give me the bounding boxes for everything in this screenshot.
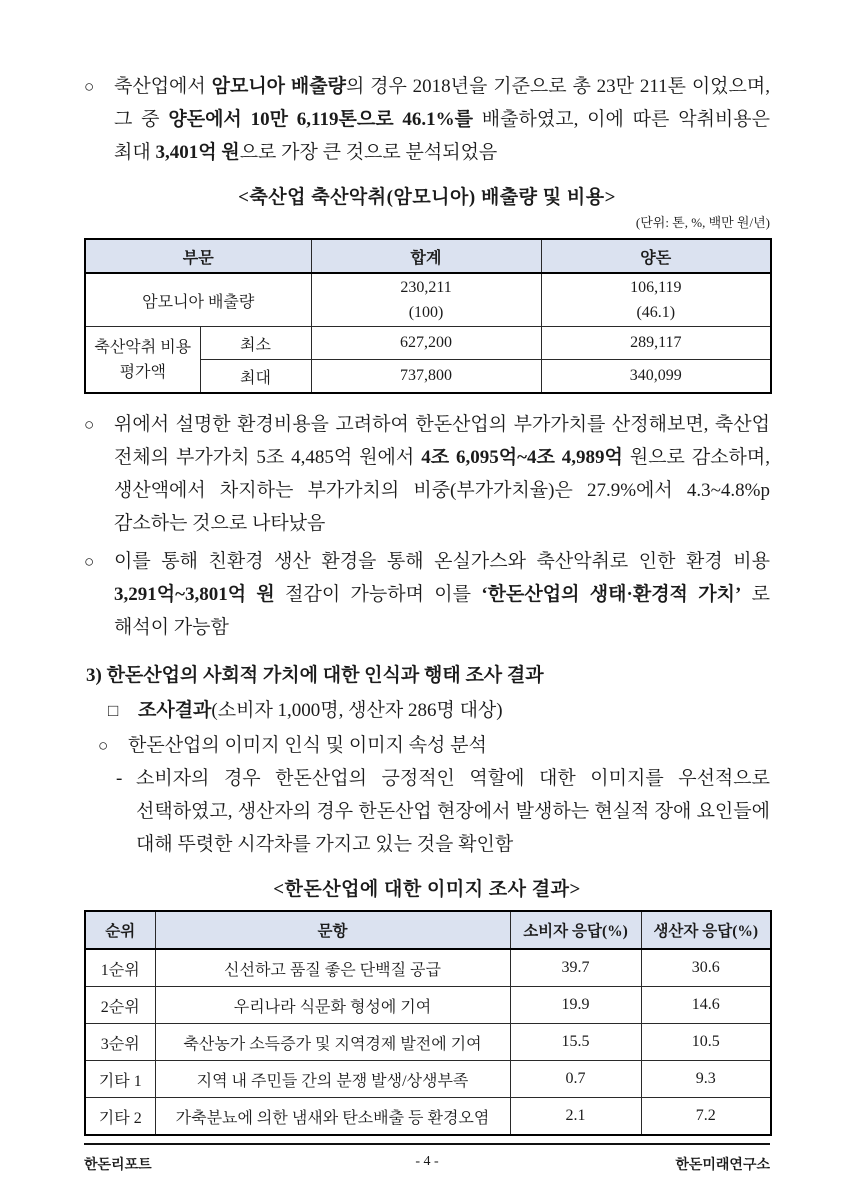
dash-bullet-icon: -	[116, 768, 123, 789]
table-row	[85, 1024, 771, 1061]
section3-heading: 3) 한돈산업의 사회적 가치에 대한 인식과 행태 조사 결과	[86, 665, 544, 686]
rank-cell: 2순위	[85, 987, 155, 1024]
consumer-cell: 39.7	[510, 949, 641, 987]
item-cell: 우리나라 식문화 형성에 기여	[155, 987, 510, 1024]
footer-content	[84, 1145, 770, 1174]
table2-header-consumer: 소비자 응답(%)	[510, 911, 641, 949]
table-row	[85, 1098, 771, 1136]
page-number: - 4 -	[415, 1154, 439, 1169]
table1-row-cost-min	[85, 327, 771, 360]
table1-emission-total-value: 230,211	[400, 279, 452, 296]
image-analysis-item	[98, 729, 770, 762]
table2-header-producer: 생산자 응답(%)	[641, 911, 771, 949]
table-row	[85, 1061, 771, 1098]
table1-emission-total-pct: (100)	[408, 304, 444, 321]
item-cell: 가축분뇨에 의한 냄새와 탄소배출 등 환경오염	[155, 1098, 510, 1136]
consumer-producer-text: 소비자의 경우 한돈산업의 긍정적인 역할에 대한 이미지를 우선적으로 선택하였고, 생산자의 경우 한돈산업 현장에서 발생하는 현실적 장애 요인들에 대해 뚜렷한 시각차를 가지고 있는 것을 확인함	[136, 768, 770, 855]
table-row	[85, 987, 771, 1024]
bullet-eco-value	[84, 545, 770, 644]
table1-cost-min-pig: 289,117	[541, 327, 771, 360]
table1-emission-pig-pct: (46.1)	[636, 304, 676, 321]
table-row	[85, 949, 771, 987]
table1-emission-label: 암모니아 배출량	[85, 273, 311, 327]
image-survey-table	[84, 910, 772, 1136]
table2-header-item: 문항	[155, 911, 510, 949]
bullet-added-value-text: 위에서 설명한 환경비용을 고려하여 한돈산업의 부가가치를 산정해보면, 축산업 전체의 부가가치 5조 4,485억 원에서 4조 6,095억~4조 4,989억 원으로 감소하며, 생산액에서 차지하는 부가가치의 비중(부가가치율)은 27.9%에서 4.3~4.8%p 감소하는 것으로 나타났음	[114, 414, 771, 534]
producer-cell: 10.5	[641, 1024, 771, 1061]
circle-bullet-icon: ○	[84, 77, 95, 96]
table1-emission-pig-value: 106,119	[630, 279, 682, 296]
table1-cost-max-pig: 340,099	[541, 360, 771, 394]
rank-cell: 기타 1	[85, 1061, 155, 1098]
rank-cell: 기타 2	[85, 1098, 155, 1136]
circle-bullet-icon: ○	[98, 736, 109, 755]
circle-bullet-icon: ○	[84, 552, 95, 571]
producer-cell: 14.6	[641, 987, 771, 1024]
item-cell: 신선하고 품질 좋은 단백질 공급	[155, 949, 510, 987]
footer-report-name: 한돈리포트	[84, 1158, 152, 1173]
item-cell: 축산농가 소득증가 및 지역경제 발전에 기여	[155, 1024, 510, 1061]
table1-header-row	[85, 239, 771, 273]
producer-cell: 9.3	[641, 1061, 771, 1098]
bullet-eco-value-text: 이를 통해 친환경 생산 환경을 통해 온실가스와 축산악취로 인한 환경 비용 3,291억~3,801억 원 절감이 가능하며 이를 ‘한돈산업의 생태·환경적 가치’ 로 해석이 가능함	[114, 551, 770, 638]
consumer-cell: 0.7	[510, 1061, 641, 1098]
producer-cell: 30.6	[641, 949, 771, 987]
table1-cost-min-label: 최소	[200, 327, 311, 360]
table1-emission-pig	[541, 273, 771, 327]
rank-cell: 3순위	[85, 1024, 155, 1061]
consumer-cell: 19.9	[510, 987, 641, 1024]
table1-header-total: 합계	[311, 239, 541, 273]
table1-cost-group-label: 축산악취 비용 평가액	[85, 327, 200, 394]
square-bullet-icon: □	[108, 701, 119, 720]
page-content	[84, 70, 770, 1136]
rank-cell: 1순위	[85, 949, 155, 987]
table2-title: <한돈산업에 대한 이미지 조사 결과>	[273, 879, 581, 900]
table1-header-category: 부문	[85, 239, 311, 273]
table1-title: <축산업 축산악취(암모니아) 배출량 및 비용>	[238, 187, 616, 208]
image-analysis-text: 한돈산업의 이미지 인식 및 이미지 속성 분석	[128, 735, 487, 756]
table2-header-row	[85, 911, 771, 949]
table1-header-pig: 양돈	[541, 239, 771, 273]
footer-institute-name: 한돈미래연구소	[675, 1158, 770, 1173]
circle-bullet-icon: ○	[84, 415, 95, 434]
consumer-producer-item	[116, 762, 770, 861]
consumer-cell: 15.5	[510, 1024, 641, 1061]
table1-cost-min-total: 627,200	[311, 327, 541, 360]
emission-cost-table	[84, 238, 772, 394]
table1-row-emission	[85, 273, 771, 327]
item-cell: 지역 내 주민들 간의 분쟁 발생/상생부족	[155, 1061, 510, 1098]
bullet-ammonia-emission-text: 축산업에서 암모니아 배출량의 경우 2018년을 기준으로 총 23만 211톤 이었으며, 그 중 양돈에서 10만 6,119톤으로 46.1%를 배출하였고, 이에 따른 악취비용은 최대 3,401억 원으로 가장 큰 것으로 분석되었음	[114, 76, 770, 163]
page-footer	[84, 1143, 770, 1174]
survey-result-item	[108, 694, 770, 727]
bullet-ammonia-emission	[84, 70, 770, 169]
consumer-cell: 2.1	[510, 1098, 641, 1136]
table1-cost-max-total: 737,800	[311, 360, 541, 394]
table1-emission-total	[311, 273, 541, 327]
table1-unit-note: (단위: 톤, %, 백만 원/년)	[635, 215, 770, 230]
table1-cost-max-label: 최대	[200, 360, 311, 394]
producer-cell: 7.2	[641, 1098, 771, 1136]
bullet-added-value	[84, 408, 770, 540]
survey-result-text: 조사결과(소비자 1,000명, 생산자 286명 대상)	[138, 700, 503, 721]
table2-header-rank: 순위	[85, 911, 155, 949]
